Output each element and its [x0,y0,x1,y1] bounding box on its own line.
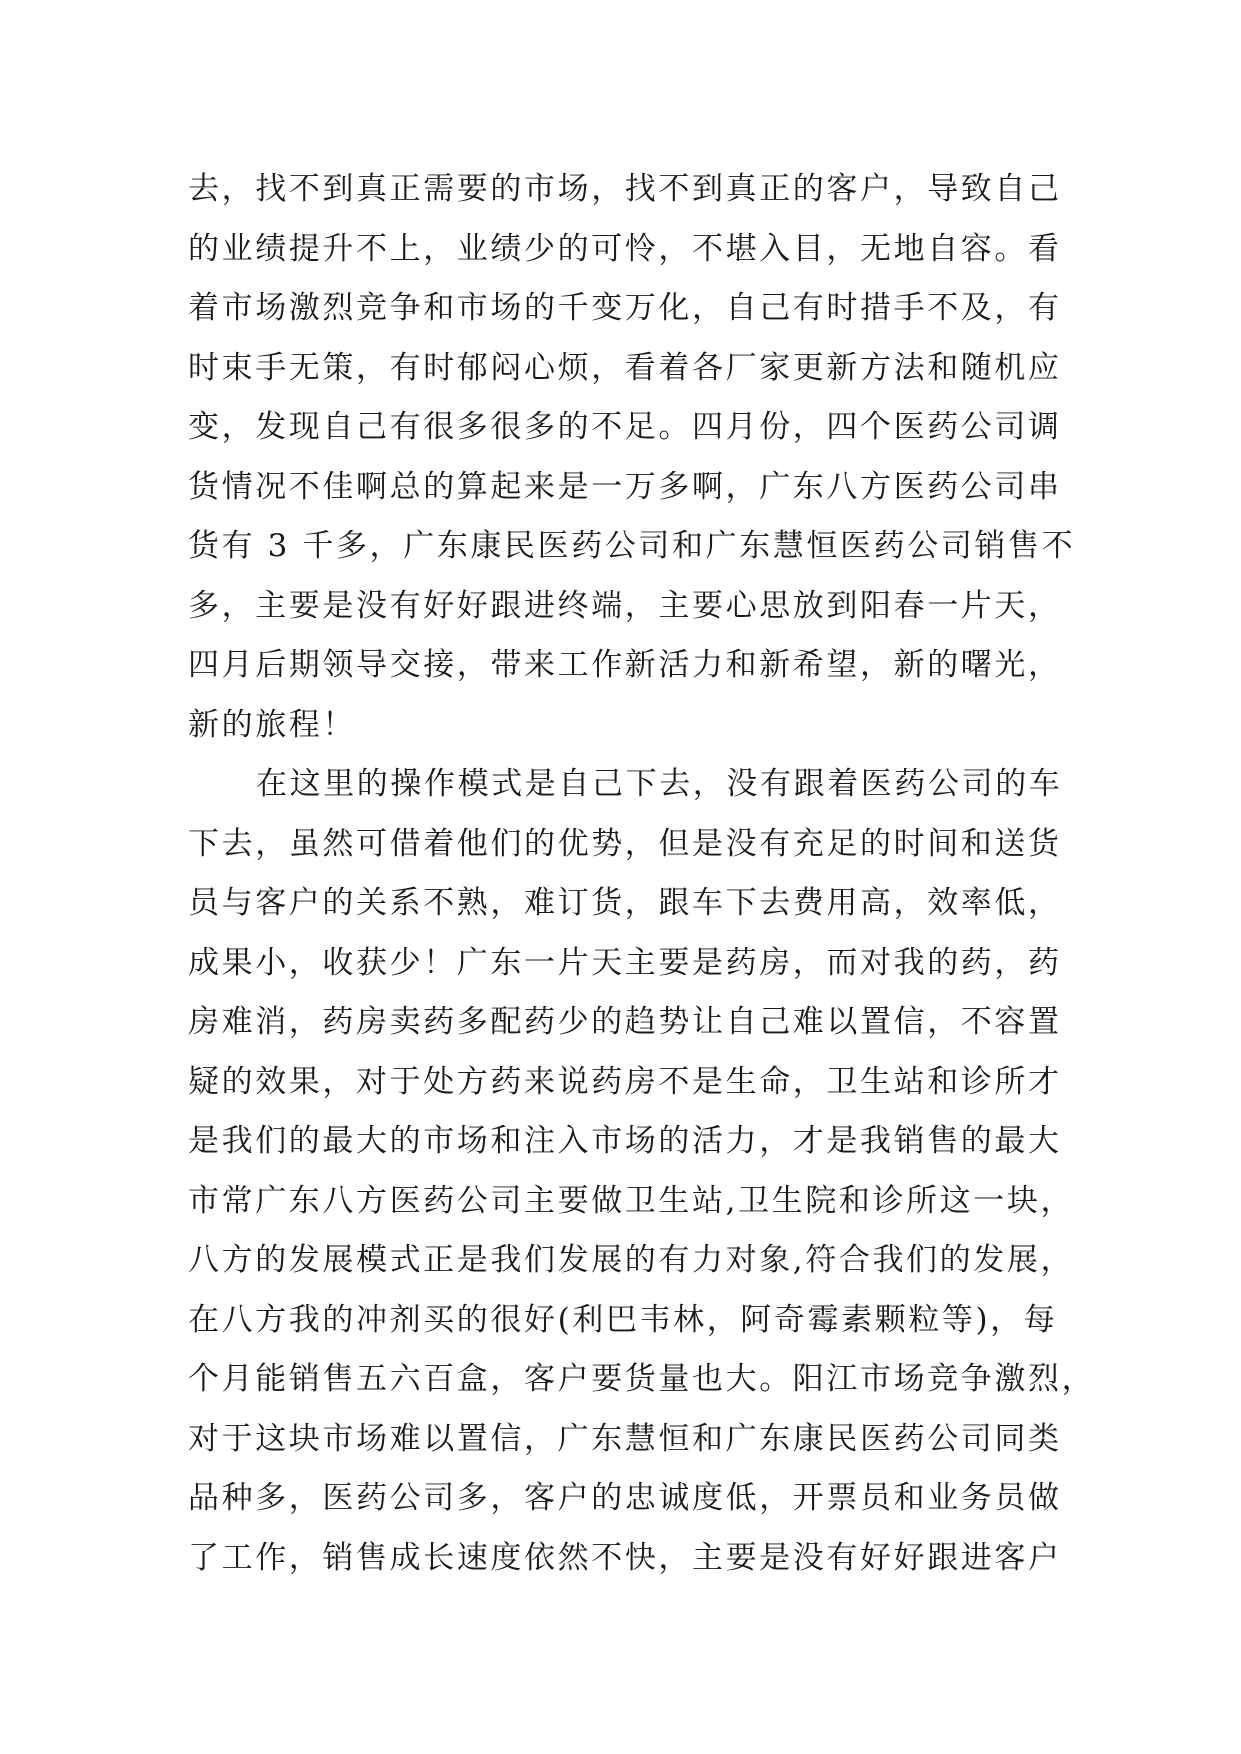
text-line: 市常广东八方医药公司主要做卫生站,卫生院和诊所这一块， [188,1182,1075,1219]
text-line: 去，找不到真正需要的市场，找不到真正的客户，导致自己 [188,171,1062,207]
paragraph [188,755,1096,1588]
text-line: 着市场激烈竞争和市场的千变万化，自己有时措手不及，有 [188,290,1062,326]
text-line: 是我们的最大的市场和注入市场的活力，才是我销售的最大 [188,1123,1062,1159]
text-line: 变，发现自己有很多很多的不足。四月份，四个医药公司调 [188,409,1062,445]
text-line: 时束手无策，有时郁闷心烦，看着各厂家更新方法和随机应 [188,349,1062,386]
text-line: 货有 3 千多，广东康民医药公司和广东慧恒医药公司销售不 [188,528,1076,564]
text-line: 在这里的操作模式是自己下去，没有跟着医药公司的车 [256,766,1063,802]
text-line: 对于这块市场难以置信，广东慧恒和广东康民医药公司同类 [188,1420,1062,1457]
text-line: 疑的效果，对于处方药来说药房不是生命，卫生站和诊所才 [188,1063,1062,1100]
text-line: 货情况不佳啊总的算起来是一万多啊，广东八方医药公司串 [188,468,1062,505]
text-line: 个月能销售五六百盒，客户要货量也大。阳江市场竞争激烈， [188,1361,1096,1397]
text-line: 下去，虽然可借着他们的优势，但是没有充足的时间和送货 [188,825,1062,862]
text-line: 房难消，药房卖药多配药少的趋势让自己难以置信，不容置 [188,1004,1062,1040]
text-line: 四月后期领导交接，带来工作新活力和新希望，新的曙光， [188,647,1062,683]
text-line: 了工作，销售成长速度依然不快，主要是没有好好跟进客户 [188,1539,1062,1576]
text-line: 八方的发展模式正是我们发展的有力对象,符合我们的发展， [188,1242,1075,1278]
text-line: 品种多，医药公司多，客户的忠诚度低，开票员和业务员做 [188,1480,1062,1516]
text-line: 成果小，收获少！广东一片天主要是药房，而对我的药，药 [188,944,1062,981]
text-line: 的业绩提升不上，业绩少的可怜，不堪入目，无地自容。看 [188,230,1062,267]
text-line: 多，主要是没有好好跟进终端，主要心思放到阳春一片天， [188,587,1062,624]
document-body [188,160,1096,1588]
text-line: 在八方我的冲剂买的很好(利巴韦林，阿奇霉素颗粒等)，每 [188,1301,1058,1338]
text-line: 员与客户的关系不熟，难订货，跟车下去费用高，效率低， [188,885,1062,921]
text-line: 新的旅程！ [188,706,356,743]
paragraph [188,160,1076,755]
